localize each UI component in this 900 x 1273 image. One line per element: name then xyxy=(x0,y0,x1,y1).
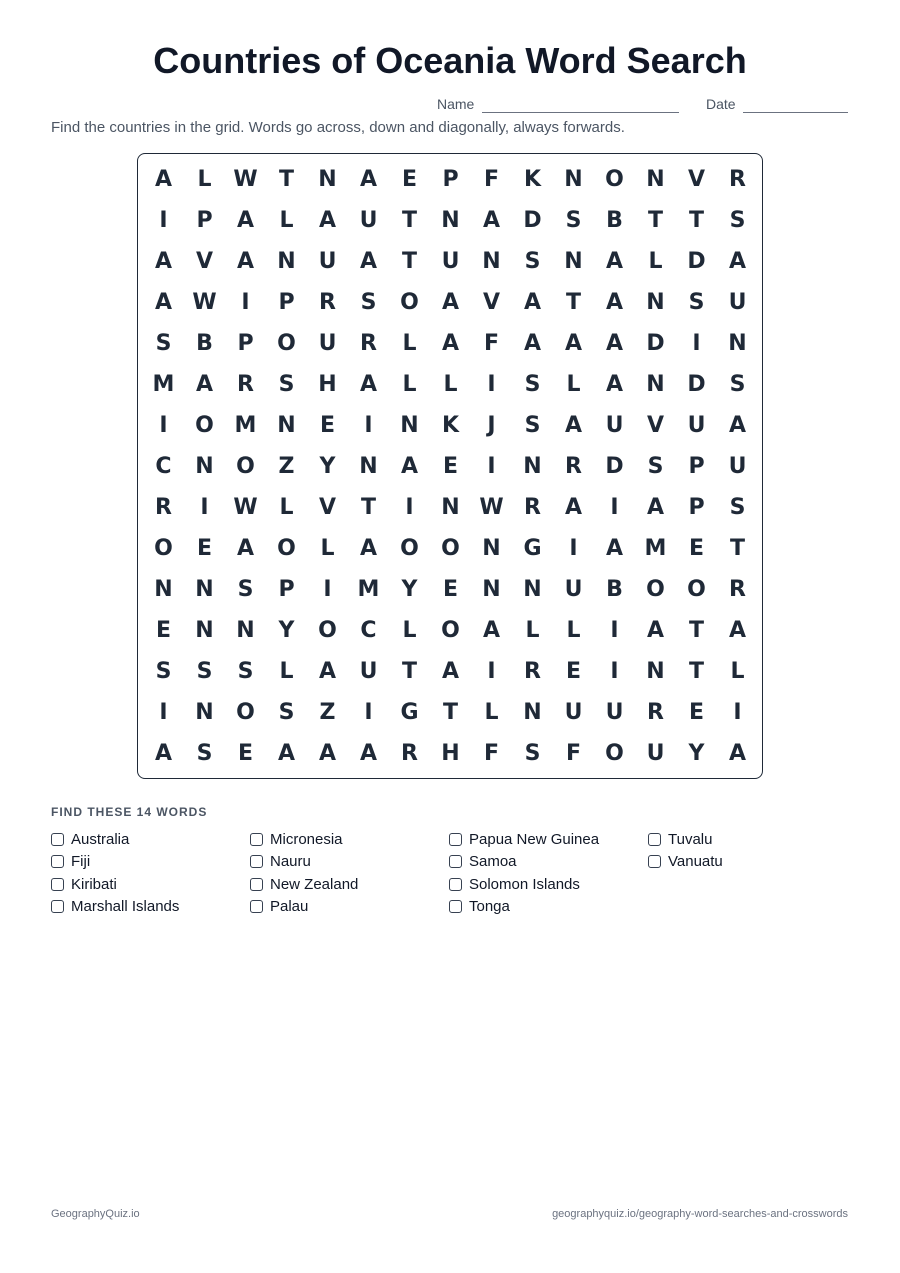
word-checkbox[interactable] xyxy=(449,855,462,868)
word-checkbox[interactable] xyxy=(449,878,462,891)
grid-cell[interactable]: R xyxy=(729,167,746,192)
grid-cell[interactable]: A xyxy=(441,659,460,684)
word-label: Tonga xyxy=(469,898,510,915)
grid-cell[interactable]: U xyxy=(687,413,706,438)
grid-cell[interactable]: I xyxy=(200,495,209,520)
grid-cell[interactable]: T xyxy=(278,167,294,192)
grid-cell[interactable]: N xyxy=(523,700,542,725)
grid-cell[interactable]: D xyxy=(605,454,624,479)
grid-cell[interactable]: L xyxy=(402,618,417,643)
grid-cell[interactable]: O xyxy=(318,618,337,643)
grid-cell[interactable]: K xyxy=(523,167,542,192)
grid-cell[interactable]: N xyxy=(564,167,583,192)
grid-cell[interactable]: T xyxy=(688,618,704,643)
grid-cell[interactable]: A xyxy=(154,741,173,766)
grid-cell[interactable]: N xyxy=(195,577,214,602)
grid-cell[interactable]: R xyxy=(524,495,541,520)
grid-cell[interactable]: E xyxy=(442,577,459,602)
grid-cell[interactable]: U xyxy=(605,700,624,725)
grid-cell[interactable]: N xyxy=(482,536,501,561)
word-checkbox[interactable] xyxy=(648,855,661,868)
grid-cell[interactable]: A xyxy=(277,741,296,766)
grid-cell[interactable]: L xyxy=(279,495,294,520)
grid-cell[interactable]: B xyxy=(606,208,623,233)
grid-cell[interactable]: A xyxy=(441,331,460,356)
grid-cell[interactable]: O xyxy=(236,454,255,479)
grid-cell[interactable]: Z xyxy=(319,700,336,725)
grid-cell[interactable]: R xyxy=(401,741,418,766)
grid-cell[interactable]: P xyxy=(688,495,705,520)
grid-cell[interactable]: P xyxy=(278,290,295,315)
grid-cell[interactable]: I xyxy=(487,454,496,479)
grid-cell[interactable]: O xyxy=(687,577,706,602)
word-label: Australia xyxy=(71,830,130,848)
grid-cell[interactable]: O xyxy=(277,536,296,561)
grid-cell[interactable]: I xyxy=(405,495,414,520)
grid-cell[interactable]: A xyxy=(441,290,460,315)
grid-cell[interactable]: A xyxy=(482,618,501,643)
grid-cell[interactable]: V xyxy=(195,249,214,274)
grid-cell[interactable]: I xyxy=(364,413,373,438)
grid-cell[interactable]: A xyxy=(605,372,624,397)
word-checkbox[interactable] xyxy=(51,855,64,868)
grid-cell[interactable]: A xyxy=(728,618,747,643)
grid-cell[interactable]: U xyxy=(359,208,378,233)
grid-cell[interactable]: O xyxy=(236,700,255,725)
grid-cell[interactable]: N xyxy=(564,249,583,274)
grid-cell[interactable]: I xyxy=(323,577,332,602)
word-label: Micronesia xyxy=(270,830,343,848)
word-checkbox[interactable] xyxy=(51,878,64,891)
grid-cell[interactable]: R xyxy=(524,659,541,684)
grid-cell[interactable]: I xyxy=(487,659,496,684)
page-title: Countries of Oceania Word Search xyxy=(153,40,747,81)
grid-cell[interactable]: R xyxy=(565,454,582,479)
grid-cell[interactable]: P xyxy=(278,577,295,602)
date-field[interactable] xyxy=(743,112,848,113)
grid-cell[interactable]: F xyxy=(565,741,582,766)
grid-cell[interactable]: U xyxy=(318,249,337,274)
grid-cell[interactable]: L xyxy=(279,208,294,233)
grid-cell[interactable]: S xyxy=(360,290,377,315)
grid-cell[interactable]: I xyxy=(733,700,742,725)
grid-cell[interactable]: N xyxy=(441,495,460,520)
grid-cell[interactable]: R xyxy=(729,577,746,602)
grid-cell[interactable]: S xyxy=(688,290,705,315)
grid-cell[interactable]: R xyxy=(237,372,254,397)
grid-cell[interactable]: V xyxy=(482,290,501,315)
grid-cell[interactable]: J xyxy=(487,413,496,438)
grid-cell[interactable]: Y xyxy=(401,577,418,602)
grid-cell[interactable]: F xyxy=(483,331,500,356)
grid-cell[interactable]: N xyxy=(523,454,542,479)
grid-cell[interactable]: O xyxy=(605,167,624,192)
date-label: Date xyxy=(706,96,736,112)
grid-cell[interactable]: R xyxy=(319,290,336,315)
grid-cell[interactable]: O xyxy=(400,290,419,315)
name-date-row xyxy=(0,96,900,116)
grid-cell[interactable]: A xyxy=(400,454,419,479)
grid-cell[interactable]: C xyxy=(360,618,377,643)
grid-cell[interactable]: S xyxy=(729,495,746,520)
word-search-grid xyxy=(137,153,763,779)
grid-cell[interactable]: I xyxy=(569,536,578,561)
letter-grid xyxy=(143,159,758,774)
grid-cell[interactable]: A xyxy=(154,249,173,274)
grid-cell[interactable]: V xyxy=(646,413,665,438)
grid-cell[interactable]: T xyxy=(729,536,745,561)
grid-cell[interactable]: A xyxy=(728,249,747,274)
grid-cell[interactable]: S xyxy=(237,577,254,602)
grid-cell[interactable]: A xyxy=(236,249,255,274)
word-list-item xyxy=(648,852,723,872)
grid-cell[interactable]: C xyxy=(155,454,172,479)
name-field[interactable] xyxy=(482,112,679,113)
word-list-item xyxy=(449,829,599,849)
grid-cell[interactable]: L xyxy=(197,167,212,192)
grid-cell[interactable]: Z xyxy=(278,454,295,479)
word-checkbox[interactable] xyxy=(250,855,263,868)
word-checkbox[interactable] xyxy=(51,900,64,913)
grid-cell[interactable]: U xyxy=(728,290,747,315)
grid-cell[interactable]: E xyxy=(565,659,582,684)
grid-cell[interactable]: S xyxy=(155,331,172,356)
grid-cell[interactable]: N xyxy=(400,413,419,438)
grid-cell[interactable]: I xyxy=(610,618,619,643)
grid-cell[interactable]: S xyxy=(278,372,295,397)
grid-cell[interactable]: Y xyxy=(319,454,336,479)
grid-cell[interactable]: O xyxy=(154,536,173,561)
grid-cell[interactable]: I xyxy=(241,290,250,315)
grid-cell[interactable]: T xyxy=(688,659,704,684)
grid-cell[interactable]: O xyxy=(195,413,214,438)
grid-cell[interactable]: Y xyxy=(278,618,295,643)
grid-cell[interactable]: S xyxy=(196,659,213,684)
word-label: Papua New Guinea xyxy=(469,830,600,848)
grid-cell[interactable]: S xyxy=(524,249,541,274)
word-checkbox[interactable] xyxy=(250,833,263,846)
grid-cell[interactable]: S xyxy=(278,700,295,725)
grid-cell[interactable]: N xyxy=(195,618,214,643)
grid-cell[interactable]: T xyxy=(401,249,417,274)
word-label: Nauru xyxy=(270,853,311,870)
grid-cell[interactable]: B xyxy=(196,331,213,356)
grid-cell[interactable]: I xyxy=(364,700,373,725)
word-checkbox[interactable] xyxy=(51,833,64,846)
word-checkbox[interactable] xyxy=(250,900,263,913)
grid-cell[interactable]: N xyxy=(195,454,214,479)
grid-cell[interactable]: L xyxy=(566,618,581,643)
word-list-item xyxy=(449,852,517,872)
grid-cell[interactable]: O xyxy=(277,331,296,356)
word-label: Palau xyxy=(270,898,309,915)
grid-cell[interactable]: A xyxy=(359,536,378,561)
grid-cell[interactable]: A xyxy=(564,331,583,356)
grid-cell[interactable]: V xyxy=(687,167,706,192)
grid-cell[interactable]: N xyxy=(195,700,214,725)
grid-cell[interactable]: A xyxy=(605,331,624,356)
word-list-item xyxy=(648,829,712,849)
grid-cell[interactable]: S xyxy=(237,659,254,684)
word-checkbox[interactable] xyxy=(449,900,462,913)
grid-cell[interactable]: N xyxy=(646,167,665,192)
word-list-item xyxy=(51,874,117,894)
grid-cell[interactable]: R xyxy=(360,331,377,356)
word-label: Solomon Islands xyxy=(469,875,580,893)
grid-cell[interactable]: F xyxy=(483,741,500,766)
word-label: Fiji xyxy=(71,853,91,870)
grid-cell[interactable]: I xyxy=(610,495,619,520)
grid-cell[interactable]: A xyxy=(728,741,747,766)
grid-cell[interactable]: N xyxy=(523,577,542,602)
grid-cell[interactable]: T xyxy=(401,659,417,684)
grid-cell[interactable]: N xyxy=(236,618,255,643)
grid-cell[interactable]: L xyxy=(279,659,294,684)
grid-cell[interactable]: E xyxy=(688,536,705,561)
word-label: Marshall Islands xyxy=(71,898,180,915)
footer-brand: GeographyQuiz.io xyxy=(51,1208,140,1220)
word-list-item xyxy=(449,897,510,917)
grid-cell[interactable]: H xyxy=(318,372,337,397)
grid-cell[interactable]: A xyxy=(728,413,747,438)
grid-cell[interactable]: N xyxy=(646,659,665,684)
grid-cell[interactable]: O xyxy=(605,741,624,766)
grid-cell[interactable]: O xyxy=(646,577,665,602)
grid-cell[interactable]: U xyxy=(318,331,337,356)
grid-cell[interactable]: U xyxy=(564,577,583,602)
grid-cell[interactable]: E xyxy=(688,700,705,725)
grid-cell[interactable]: L xyxy=(648,249,663,274)
word-label: Vanuatu xyxy=(668,853,723,870)
grid-cell[interactable]: S xyxy=(524,413,541,438)
grid-cell[interactable]: R xyxy=(647,700,664,725)
word-list-item xyxy=(51,897,179,917)
word-list-item xyxy=(250,829,343,849)
grid-cell[interactable]: I xyxy=(159,700,168,725)
word-list-item xyxy=(51,852,90,872)
grid-cell[interactable]: U xyxy=(359,659,378,684)
grid-cell[interactable]: A xyxy=(605,290,624,315)
grid-cell[interactable]: D xyxy=(646,331,665,356)
grid-cell[interactable]: E xyxy=(237,741,254,766)
grid-cell[interactable]: S xyxy=(524,741,541,766)
grid-cell[interactable]: N xyxy=(154,577,173,602)
grid-cell[interactable]: I xyxy=(487,372,496,397)
word-label: Samoa xyxy=(469,853,517,870)
grid-cell[interactable]: P xyxy=(442,167,459,192)
grid-cell[interactable]: K xyxy=(441,413,460,438)
grid-cell[interactable]: S xyxy=(196,741,213,766)
grid-cell[interactable]: A xyxy=(195,372,214,397)
grid-cell[interactable]: A xyxy=(359,372,378,397)
instructions: Find the countries in the grid. Words go across, down and diagonally, always forwards. xyxy=(51,119,625,136)
grid-cell[interactable]: A xyxy=(605,249,624,274)
grid-cell[interactable]: T xyxy=(442,700,458,725)
grid-cell[interactable]: A xyxy=(154,167,173,192)
word-label: Tuvalu xyxy=(668,830,713,848)
grid-cell[interactable]: U xyxy=(646,741,665,766)
grid-cell[interactable]: S xyxy=(565,208,582,233)
word-list-item xyxy=(250,897,308,917)
footer-url: geographyquiz.io/geography-word-searches-and-crosswords xyxy=(552,1208,848,1220)
grid-cell[interactable]: I xyxy=(159,413,168,438)
grid-cell[interactable]: I xyxy=(159,208,168,233)
grid-cell[interactable]: N xyxy=(318,167,337,192)
grid-cell[interactable]: L xyxy=(566,372,581,397)
grid-cell[interactable]: U xyxy=(441,249,460,274)
word-checkbox[interactable] xyxy=(250,878,263,891)
grid-cell[interactable]: U xyxy=(728,454,747,479)
grid-cell[interactable]: N xyxy=(359,454,378,479)
grid-cell[interactable]: T xyxy=(647,208,663,233)
grid-cell[interactable]: N xyxy=(482,249,501,274)
name-label: Name xyxy=(437,96,475,112)
word-list-item xyxy=(250,852,311,872)
grid-cell[interactable]: M xyxy=(357,577,380,602)
grid-cell[interactable]: L xyxy=(443,372,458,397)
grid-cell[interactable]: U xyxy=(605,413,624,438)
word-list-item xyxy=(250,874,358,894)
word-list-item xyxy=(51,829,129,849)
grid-cell[interactable]: L xyxy=(525,618,540,643)
grid-cell[interactable]: S xyxy=(647,454,664,479)
grid-cell[interactable]: O xyxy=(441,536,460,561)
grid-cell[interactable]: L xyxy=(484,700,499,725)
grid-cell[interactable]: E xyxy=(401,167,418,192)
grid-cell[interactable]: I xyxy=(692,331,701,356)
grid-cell[interactable]: W xyxy=(233,167,258,192)
grid-cell[interactable]: O xyxy=(441,618,460,643)
grid-cell[interactable]: A xyxy=(523,290,542,315)
grid-cell[interactable]: P xyxy=(688,454,705,479)
grid-cell[interactable]: A xyxy=(359,249,378,274)
word-label: Kiribati xyxy=(71,875,117,893)
grid-cell[interactable]: N xyxy=(728,331,747,356)
grid-cell[interactable]: U xyxy=(564,700,583,725)
grid-cell[interactable]: A xyxy=(564,413,583,438)
grid-cell[interactable]: A xyxy=(482,208,501,233)
grid-cell[interactable]: A xyxy=(646,618,665,643)
grid-cell[interactable]: E xyxy=(196,536,213,561)
grid-cell[interactable]: W xyxy=(479,495,504,520)
grid-cell[interactable]: A xyxy=(318,208,337,233)
grid-cell[interactable]: V xyxy=(318,495,337,520)
grid-cell[interactable]: M xyxy=(152,372,175,397)
grid-cell[interactable]: W xyxy=(233,495,258,520)
grid-cell[interactable]: A xyxy=(359,741,378,766)
grid-cell[interactable]: G xyxy=(400,700,419,725)
grid-cell[interactable]: A xyxy=(564,495,583,520)
grid-cell[interactable]: P xyxy=(196,208,213,233)
grid-cell[interactable]: S xyxy=(524,372,541,397)
grid-cell[interactable]: P xyxy=(237,331,254,356)
grid-cell[interactable]: E xyxy=(319,413,336,438)
grid-cell[interactable]: L xyxy=(402,331,417,356)
grid-cell[interactable]: A xyxy=(359,167,378,192)
grid-cell[interactable]: T xyxy=(360,495,376,520)
grid-cell[interactable]: A xyxy=(236,208,255,233)
grid-cell[interactable]: D xyxy=(687,249,706,274)
grid-cell[interactable]: A xyxy=(236,536,255,561)
grid-cell[interactable]: H xyxy=(441,741,460,766)
grid-cell[interactable]: G xyxy=(523,536,542,561)
grid-cell[interactable]: F xyxy=(483,167,500,192)
grid-cell[interactable]: L xyxy=(730,659,745,684)
grid-cell[interactable]: A xyxy=(318,741,337,766)
grid-cell[interactable]: S xyxy=(155,659,172,684)
grid-cell[interactable]: N xyxy=(646,372,665,397)
word-label: New Zealand xyxy=(270,875,359,893)
grid-cell[interactable]: Y xyxy=(688,741,705,766)
word-list-item xyxy=(449,874,580,894)
grid-cell[interactable]: N xyxy=(277,249,296,274)
grid-cell[interactable]: O xyxy=(400,536,419,561)
grid-cell[interactable]: L xyxy=(320,536,335,561)
grid-cell[interactable]: A xyxy=(318,659,337,684)
word-list xyxy=(51,829,851,929)
grid-cell[interactable]: B xyxy=(606,577,623,602)
grid-cell[interactable]: L xyxy=(402,372,417,397)
grid-cell[interactable]: A xyxy=(646,495,665,520)
grid-cell[interactable]: S xyxy=(729,208,746,233)
grid-cell[interactable]: T xyxy=(565,290,581,315)
grid-cell[interactable]: S xyxy=(729,372,746,397)
grid-cell[interactable]: A xyxy=(154,290,173,315)
grid-cell[interactable]: A xyxy=(605,536,624,561)
grid-cell[interactable]: A xyxy=(523,331,542,356)
word-list-heading: FIND THESE 14 WORDS xyxy=(51,805,208,819)
grid-cell[interactable]: N xyxy=(482,577,501,602)
grid-cell[interactable]: E xyxy=(442,454,459,479)
grid-cell[interactable]: R xyxy=(155,495,172,520)
grid-cell[interactable]: M xyxy=(234,413,257,438)
grid-cell[interactable]: M xyxy=(644,536,667,561)
grid-cell[interactable]: D xyxy=(687,372,706,397)
grid-cell[interactable]: T xyxy=(401,208,417,233)
grid-cell[interactable]: D xyxy=(523,208,542,233)
grid-cell[interactable]: N xyxy=(441,208,460,233)
grid-cell[interactable]: N xyxy=(277,413,296,438)
grid-cell[interactable]: E xyxy=(155,618,172,643)
grid-cell[interactable]: N xyxy=(646,290,665,315)
grid-cell[interactable]: T xyxy=(688,208,704,233)
word-checkbox[interactable] xyxy=(648,833,661,846)
word-checkbox[interactable] xyxy=(449,833,462,846)
grid-cell[interactable]: W xyxy=(192,290,217,315)
grid-cell[interactable]: I xyxy=(610,659,619,684)
